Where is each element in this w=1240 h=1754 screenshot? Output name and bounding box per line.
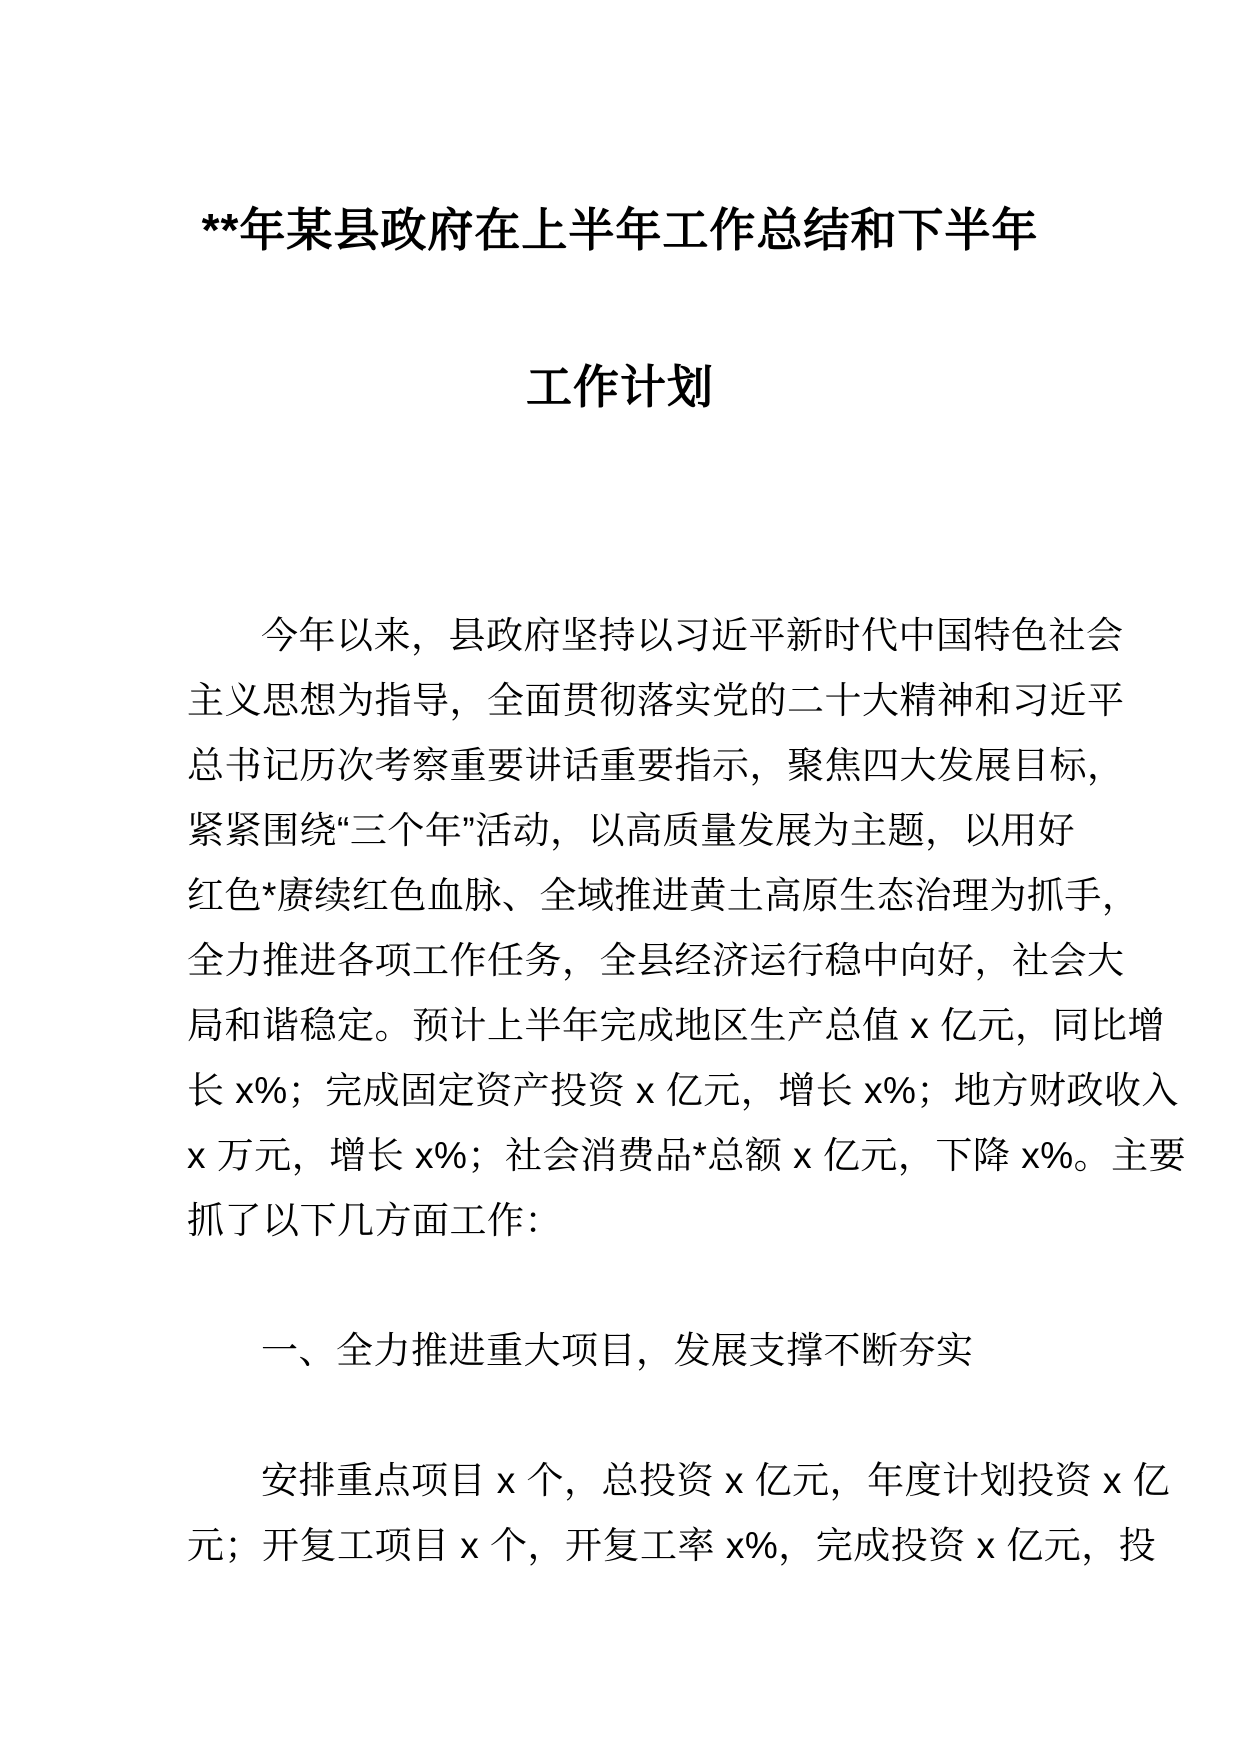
paragraph-line: 局和谐稳定。预计上半年完成地区生产总值 x 亿元，同比增 [187, 1005, 1166, 1046]
paragraph-line: x 万元，增长 x%；社会消费品*总额 x 亿元，下降 x%。主要 [187, 1135, 1187, 1176]
document-title [0, 152, 1240, 466]
paragraph-line: 今年以来，县政府坚持以习近平新时代中国特色社会 [261, 615, 1124, 656]
paragraph-line: 长 x%；完成固定资产投资 x 亿元，增长 x%；地方财政收入 [187, 1070, 1179, 1111]
document-title-line: 工作计划 [526, 361, 714, 413]
paragraph [187, 1448, 1171, 1578]
paragraph-line: 红色*赓续红色血脉、全域推进黄土高原生态治理为抓手， [187, 875, 1140, 916]
paragraph-line: 总书记历次考察重要讲话重要指示，聚焦四大发展目标， [187, 745, 1125, 786]
document-body [0, 603, 1240, 1578]
section-heading [187, 1318, 1054, 1383]
paragraph-line: 安排重点项目 x 个，总投资 x 亿元，年度计划投资 x 亿 [261, 1460, 1171, 1501]
paragraph-line: 紧紧围绕“三个年”活动，以高质量发展为主题，以用好 [187, 810, 1076, 851]
paragraph-line: 全力推进各项工作任务，全县经济运行稳中向好，社会大 [187, 940, 1125, 981]
document-title-line: **年某县政府在上半年工作总结和下半年 [201, 204, 1039, 256]
paragraph-line: 主义思想为指导，全面贯彻落实党的二十大精神和习近平 [187, 680, 1125, 721]
paragraph [187, 603, 1187, 1253]
paragraph-line: 抓了以下几方面工作： [187, 1200, 562, 1241]
paragraph-line: 元；开复工项目 x 个，开复工率 x%，完成投资 x 亿元，投 [187, 1525, 1157, 1566]
heading-line: 一、全力推进重大项目，发展支撑不断夯实 [261, 1330, 974, 1371]
